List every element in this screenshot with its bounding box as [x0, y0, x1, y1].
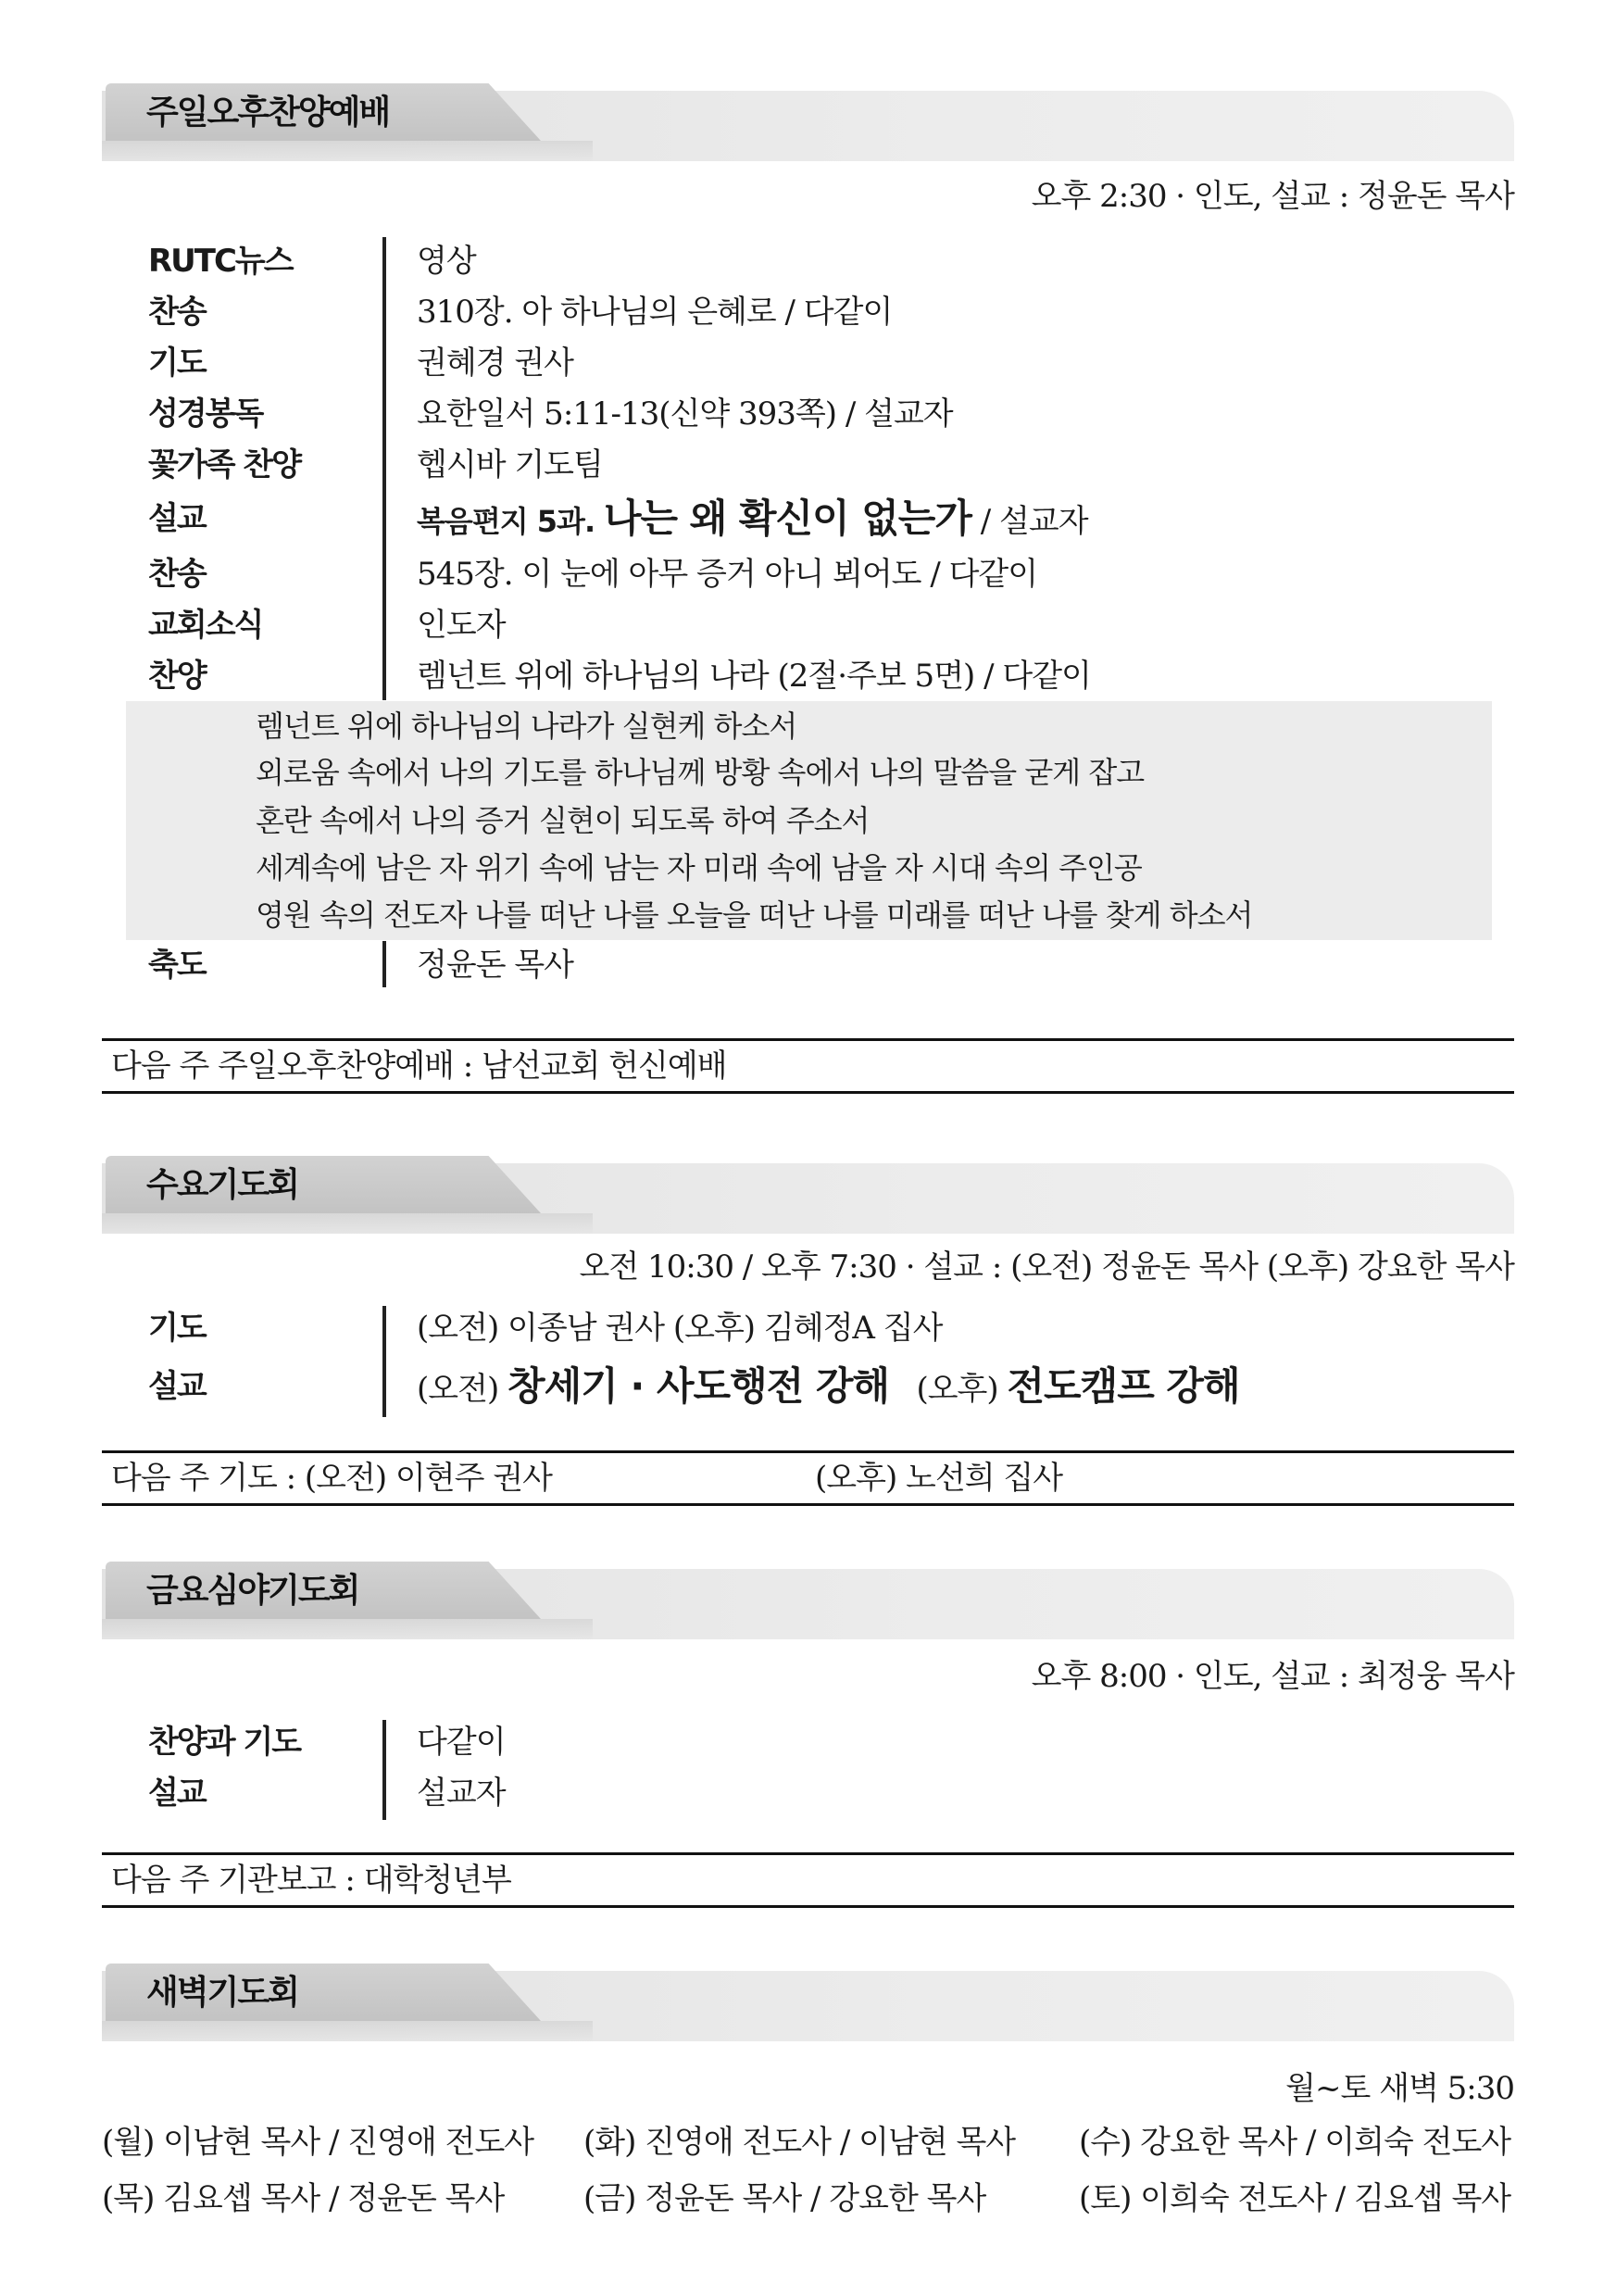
program-value: 렘넌트 위에 하나님의 나라 (2절·주보 5면) / 다같이 [417, 658, 1091, 695]
next-week-notice [102, 1038, 1514, 1094]
program-value: (오전) 이종남 권사 (오후) 김혜정A 집사 [417, 1310, 943, 1347]
dawn-schedule-item: (월) 이남현 목사 / 진영애 전도사 [102, 2124, 534, 2161]
program-value: 310장. 아 하나님의 은혜로 / 다같이 [417, 294, 893, 331]
lyric-line: 영원 속의 전도자 나를 떠난 나를 오늘을 떠난 나를 미래를 떠난 나를 찾게 하소서 [256, 897, 1253, 933]
am-sermon-title: 창세기 · 사도행전 강해 [507, 1363, 890, 1409]
program-label: 설교 [148, 1368, 206, 1405]
lyric-line: 외로움 속에서 나의 기도를 하나님께 방황 속에서 나의 말씀을 굳게 잡고 [256, 755, 1145, 790]
pm-sermon-title: 전도캠프 강해 [1007, 1363, 1240, 1409]
next-week-notice [102, 1852, 1514, 1908]
section-title: 금요심야기도회 [146, 1572, 359, 1610]
program-value [417, 1358, 1240, 1418]
notice-text: 다음 주 기도 : (오전) 이현주 권사 [111, 1460, 552, 1497]
section-title: 새벽기도회 [146, 1974, 298, 2012]
lyric-line: 세계속에 남은 자 위기 속에 남는 자 미래 속에 남을 자 시대 속의 주인공 [256, 850, 1142, 885]
program-value: 설교자 [417, 1775, 506, 1812]
program-label: 꽃가족 찬양 [148, 446, 301, 483]
header-shadow [102, 1619, 593, 1639]
header-shadow [102, 141, 593, 161]
program-label: 찬송 [148, 556, 206, 593]
program-value: 영상 [417, 243, 476, 280]
service-time: 오후 2:30 · 인도, 설교 : 정윤돈 목사 [1031, 178, 1514, 215]
header-shadow [102, 1213, 593, 1234]
section-title: 수요기도회 [146, 1166, 298, 1204]
section-header-dawn [102, 1964, 1514, 2039]
dawn-schedule-item: (수) 강요한 목사 / 이희숙 전도사 [1079, 2124, 1511, 2161]
sermon-title: 나는 왜 확신이 없는가 [603, 496, 971, 541]
section-title: 주일오후찬양예배 [146, 94, 390, 132]
service-time: 오후 8:00 · 인도, 설교 : 최정웅 목사 [1031, 1658, 1514, 1695]
program-label: 찬송 [148, 294, 206, 331]
program-label: 기도 [148, 1310, 206, 1347]
header-shadow [102, 2021, 593, 2041]
program-label: 교회소식 [148, 607, 263, 644]
program-value: 요한일서 5:11-13(신약 393쪽) / 설교자 [417, 395, 953, 433]
divider-line [382, 1306, 386, 1417]
notice-text: 다음 주 주일오후찬양예배 : 남선교회 헌신예배 [111, 1048, 727, 1085]
program-label: 성경봉독 [148, 395, 263, 433]
notice-text: 다음 주 기관보고 : 대학청년부 [111, 1862, 511, 1899]
program-value: 헵시바 기도팀 [417, 446, 603, 483]
divider-line [382, 941, 386, 987]
program-value: 545장. 이 눈에 아무 증거 아니 뵈어도 / 다같이 [417, 556, 1038, 593]
pm-prefix: (오후) [916, 1371, 998, 1408]
dawn-schedule-item: (화) 진영애 전도사 / 이남현 목사 [583, 2124, 1016, 2161]
service-time: 오전 10:30 / 오후 7:30 · 설교 : (오전) 정윤돈 목사 (오후) 강요한 목사 [579, 1248, 1514, 1286]
friday-program [148, 1718, 1519, 1820]
program-value: 권혜경 권사 [417, 345, 574, 382]
am-prefix: (오전) [417, 1371, 499, 1408]
program-value [417, 495, 1088, 546]
lyric-line: 렘넌트 위에 하나님의 나라가 실현케 하소서 [256, 709, 797, 744]
dawn-schedule-item: (목) 김요셉 목사 / 정윤돈 목사 [102, 2180, 505, 2217]
dawn-schedule-item: (금) 정윤돈 목사 / 강요한 목사 [583, 2180, 986, 2217]
section-header-sunday [102, 83, 1514, 159]
lyric-line: 혼란 속에서 나의 증거 실현이 되도록 하여 주소서 [256, 803, 870, 838]
divider-line [382, 237, 386, 700]
sermon-series: 복음편지 5과. [417, 504, 595, 539]
program-label: 찬양과 기도 [148, 1724, 301, 1761]
section-header-friday [102, 1562, 1514, 1637]
service-time: 월~토 새벽 5:30 [1285, 2070, 1514, 2107]
program-value: 인도자 [417, 607, 506, 644]
wednesday-program [148, 1304, 1519, 1415]
divider-line [382, 1720, 386, 1820]
program-value: 다같이 [417, 1724, 506, 1761]
sermon-tail: / 설교자 [971, 503, 1088, 540]
notice-text-right: (오후) 노선희 집사 [815, 1460, 1063, 1497]
program-label: 찬양 [148, 658, 206, 695]
next-week-notice [102, 1450, 1514, 1506]
program-value: 정윤돈 목사 [417, 947, 574, 984]
program-label: 기도 [148, 345, 206, 382]
program-label: 설교 [148, 500, 206, 537]
section-header-wednesday [102, 1156, 1514, 1232]
program-label: 설교 [148, 1775, 206, 1812]
dawn-schedule-item: (토) 이희숙 전도사 / 김요셉 목사 [1079, 2180, 1511, 2217]
lyrics-box [126, 701, 1492, 940]
program-label: 축도 [148, 947, 206, 984]
program-label: RUTC뉴스 [148, 243, 293, 280]
